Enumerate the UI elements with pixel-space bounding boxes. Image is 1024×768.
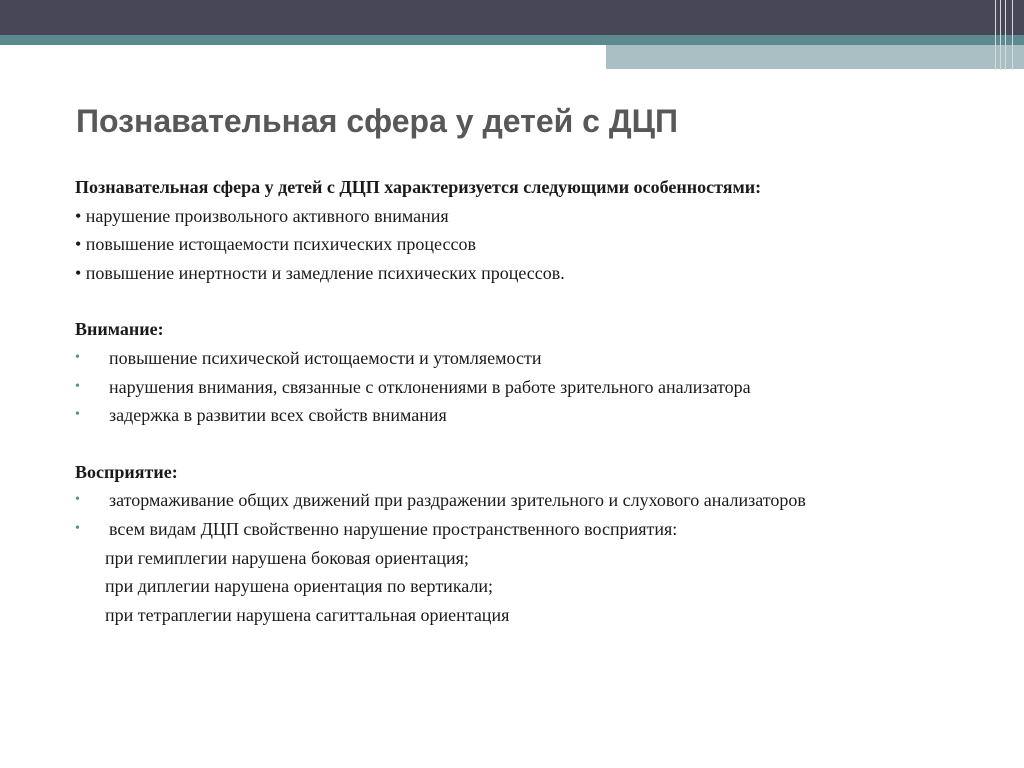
bullet-icon: •	[75, 407, 80, 423]
bullet-icon: •	[75, 492, 80, 508]
perception-sub-item: при диплегии нарушена ориентация по вертикали;	[105, 576, 494, 597]
header-decor-line	[1012, 0, 1013, 70]
attention-item	[75, 401, 1005, 430]
intro-heading: Познавательная сфера у детей с ДЦП характеризуется следующими особенностями:	[75, 177, 762, 197]
attention-heading: Внимание:	[75, 319, 164, 340]
bullet-icon: •	[75, 520, 80, 536]
section-gap	[75, 430, 1005, 458]
intro-item: • повышение инертности и замедление психических процессов.	[75, 262, 565, 283]
perception-item	[75, 515, 1005, 544]
perception-heading: Восприятие:	[75, 461, 178, 482]
slide-title: Познавательная сфера у детей с ДЦП	[76, 103, 679, 139]
perception-item-text: всем видам ДЦП свойственно нарушение пространственного восприятия:	[109, 518, 678, 539]
perception-item-text: затормаживание общих движений при раздражении зрительного и слухового анализаторов	[109, 490, 806, 511]
intro-item: • повышение истощаемости психических процессов	[75, 234, 476, 255]
intro-item: • нарушение произвольного активного внимания	[75, 205, 449, 226]
attention-item-text: задержка в развитии всех свойств внимания	[109, 405, 447, 426]
header-teal-band	[0, 35, 1024, 45]
header-light-band	[606, 45, 1024, 69]
perception-item	[75, 486, 1005, 515]
perception-sub-item: при гемиплегии нарушена боковая ориентация;	[105, 547, 469, 568]
attention-item	[75, 344, 1005, 373]
header-white-step	[0, 45, 606, 51]
attention-item-text: повышение психической истощаемости и утомляемости	[109, 347, 542, 368]
header-decor-line	[995, 0, 996, 70]
bullet-icon: •	[75, 349, 80, 365]
bullet-icon: •	[75, 378, 80, 394]
header-decor-line	[1000, 0, 1001, 70]
perception-sub-item: при тетраплегии нарушена сагиттальная ориентация	[105, 604, 510, 625]
section-gap	[75, 287, 1005, 315]
slide-content	[75, 173, 1005, 629]
header-decor-line	[1005, 0, 1006, 70]
attention-item-text: нарушения внимания, связанные с отклонениями в работе зрительного анализатора	[109, 376, 751, 397]
header-dark-band	[0, 0, 1024, 35]
attention-item	[75, 373, 1005, 402]
